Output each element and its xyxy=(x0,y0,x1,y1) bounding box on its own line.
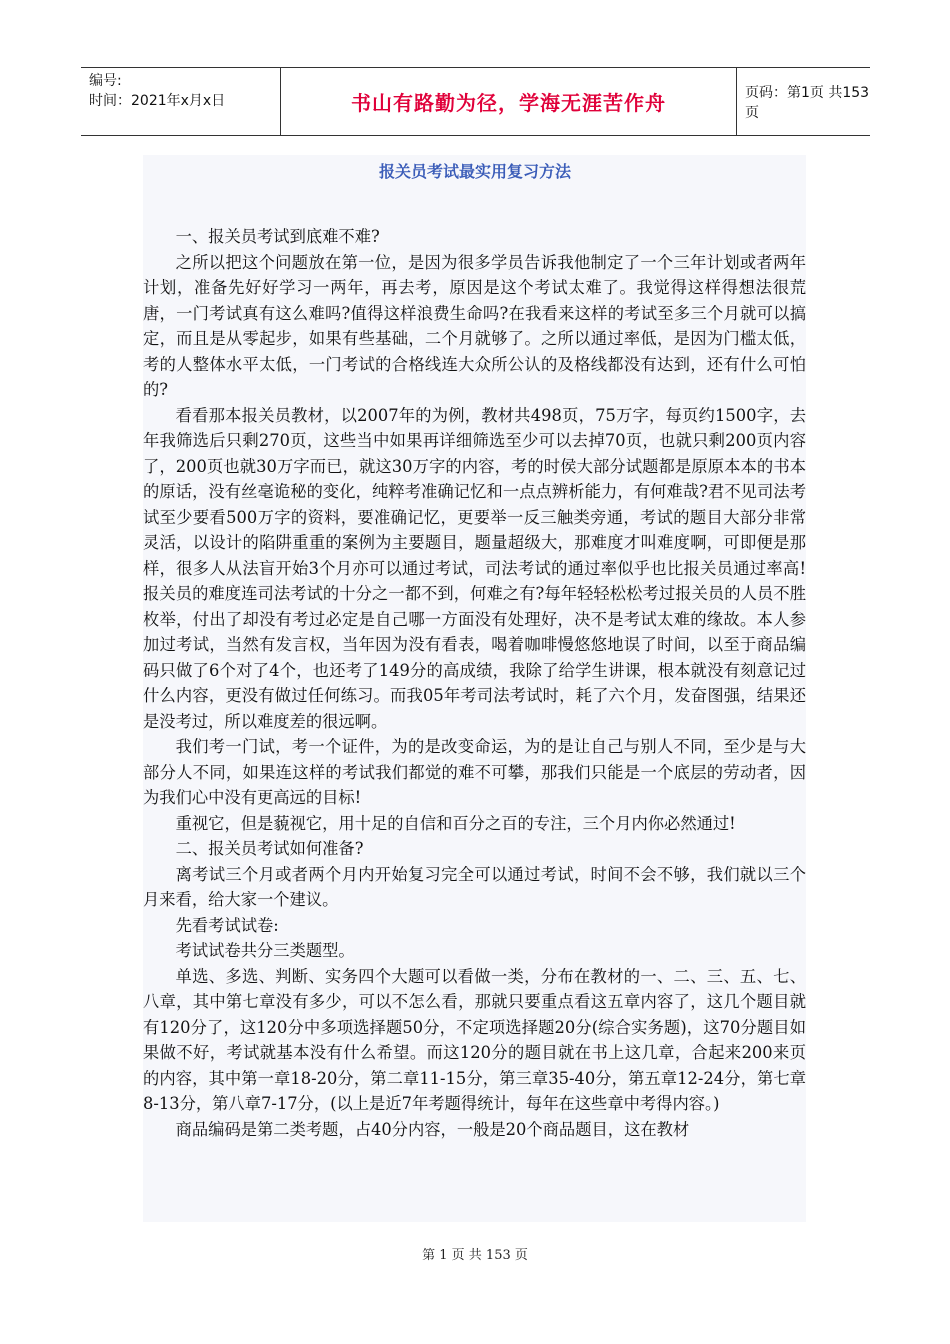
paragraph: 单选、多选、判断、实务四个大题可以看做一类，分布在教材的一、二、三、五、七、八章，其中第七章没有多少，可以不怎么看，那就只要重点看这五章内容了，这几个题目就有120分了，这120分中多项选择题50分，不定项选择题20分(综合实务题)，这70分题目如果做不好，考试就基本没有什么希望。而这120分的题目就在书上这几章，合起来200来页的内容，其中第一章18-20分，第二章11-15分，第三章35-40分，第五章12-24分，第七章8-13分，第八章7-17分，(以上是近7年考题得统计，每年在这些章中考得内容。) xyxy=(143,966,806,1113)
paragraph: 看看那本报关员教材，以2007年的为例，教材共498页，75万字，每页约1500字，去年我筛选后只剩270页，这些当中如果再详细筛选至少可以去掉70页，也就只剩200页内容了，200页也就30万字而已，就这30万字的内容，考的时侯大部分试题都是原原本本的书本的原话，没有丝毫诡秘的变化，纯粹考准确记忆和一点点辨析能力，有何难哉?君不见司法考试至少要看500万字的资料，要准确记忆，更要举一反三触类旁通，考试的题目大部分非常灵活，以设计的陷阱重重的案例为主要题目，题量超级大，那难度才叫难度啊，可即便是那样，很多人从法盲开始3个月亦可以通过考试，司法考试的通过率似乎也比报关员通过率高!报关员的难度连司法考试的十分之一都不到，何难之有?每年轻轻松松考过报关员的人员不胜枚举，付出了却没有考过必定是自己哪一方面没有处理好，决不是考试太难的缘故。本人参加过考试，当然有发言权，当年因为没有看表，喝着咖啡慢悠悠地误了时间，以至于商品编码只做了6个对了4个，也还考了149分的高成绩，我除了给学生讲课，根本就没有刻意记过什么内容，更没有做过任何练习。而我05年考司法考试时，耗了六个月，发奋图强，结果还是没考过，所以难度差的很远啊。 xyxy=(143,405,806,731)
header-page-info: 页码：第1页 共153页 xyxy=(745,84,870,121)
date-line: 时间：2021年x月x日 xyxy=(89,93,226,109)
paragraph: 我们考一门试，考一个证件，为的是改变命运，为的是让自己与别人不同，至少是与大部分人不同，如果连这样的考试我们都觉的难不可攀，那我们只能是一个底层的劳动者，因为我们心中没有更高远的目标! xyxy=(143,737,806,807)
paragraph: 商品编码是第二类考题，占40分内容，一般是20个商品题目，这在教材 xyxy=(175,1119,690,1139)
paragraph: 离考试三个月或者两个月内开始复习完全可以通过考试，时间不会不够，我们就以三个月来看，给大家一个建议。 xyxy=(143,864,806,909)
header-left-cell xyxy=(81,68,281,135)
document-body xyxy=(143,224,806,1142)
page-footer: 第 1 页 共 153 页 xyxy=(422,1248,528,1263)
paragraph: 一、报关员考试到底难不难? xyxy=(175,227,380,246)
header-motto: 书山有路勤为径，学海无涯苦作舟 xyxy=(281,68,737,135)
paragraph: 考试试卷共分三类题型。 xyxy=(175,941,355,960)
paragraph: 先看考试试卷: xyxy=(175,915,279,935)
paragraph: 二、报关员考试如何准备? xyxy=(175,839,364,858)
code-label: 编号: xyxy=(89,73,122,89)
page-header xyxy=(81,67,870,136)
document-title: 报关员考试最实用复习方法 xyxy=(378,162,571,181)
paragraph: 重视它，但是藐视它，用十足的自信和百分之百的专注，三个月内你必然通过! xyxy=(175,813,736,833)
paragraph: 之所以把这个问题放在第一位，是因为很多学员告诉我他制定了一个三年计划或者两年计划，准备先好好学习一两年，再去考，原因是这个考试太难了。我觉得这样得想法很荒唐，一门考试真有这么难吗?值得这样浪费生命吗?在我看来这样的考试至多三个月就可以搞定，而且是从零起步，如果有些基础，二个月就够了。之所以通过率低，是因为门槛太低，考的人整体水平太低，一门考试的合格线连大众所公认的及格线都没有达到，还有什么可怕的? xyxy=(143,252,806,399)
